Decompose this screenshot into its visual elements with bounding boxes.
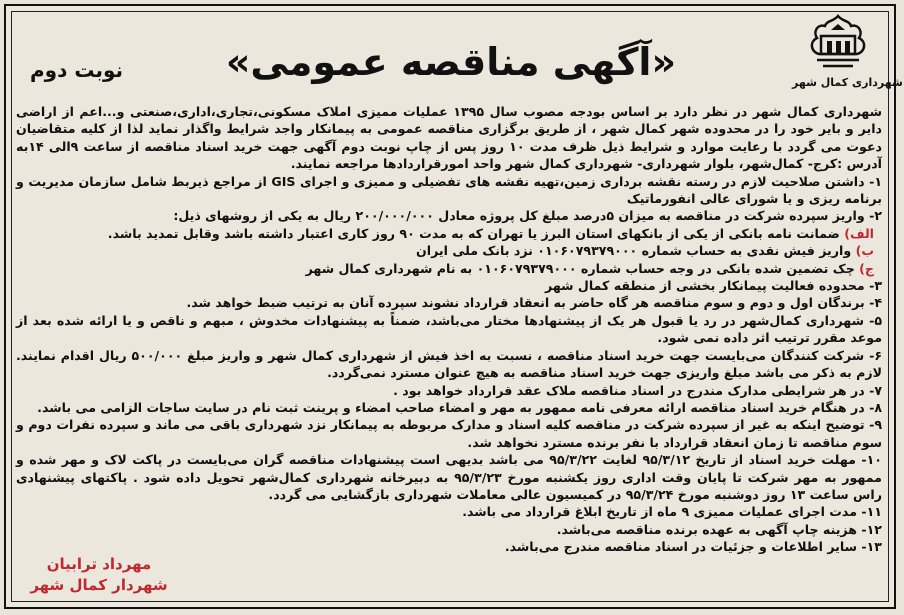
signatory-role: شهردار کمال شهر bbox=[30, 576, 168, 594]
list-item: ۱۰- مهلت خرید اسناد از تاریخ ۹۵/۳/۱۲ لغایت ۹۵/۳/۲۲ می باشد بدیهی است پیشنهادات مناقصه گران می‌بایست در پاکت لاک و مهر شده و ممهور به مهر شرکت تا پایان وقت اداری روز یکشنبه مورخ ۹۵/۳/۲۳ به دبیرخانه شهرداری کمال‌شهر تحویل داده شود . پاکتهای پیشنهادی راس ساعت ۱۳ روز دوشنبه مورخ ۹۵/۳/۲۴ در کمیسیون عالی معاملات شهرداری بازگشایی می گردد. bbox=[16, 452, 882, 502]
list-item: ۵- شهرداری کمال‌شهر در رد یا قبول هر یک از پیشنهادها مختار می‌باشد، ضمناً به پیشنهادات مخدوش ، مبهم و ناقص و یا ارائه شده بعد از موعد مقرر ترتیب اثر داده نمی شود. bbox=[16, 312, 882, 346]
intro-paragraph: شهرداری کمال شهر در نظر دارد بر اساس بودجه مصوب سال ۱۳۹۵ عملیات ممیزی املاک مسکونی،تجاری،اداری،صنعتی و...اعم از اراضی دایر و بایر خود را در محدوده شهر کمال شهر ، از طریق برگزاری مناقصه عمومی به پیمانکار واجد شرایط واگذار نماید لذا از کلیه متقاضیان دعوت می گردد با رعایت موارد و شرایط ذیل ظرف مدت ۱۰ روز پس از چاپ نوبت دوم آگهی جهت خرید اسناد مناقصه از ساعت ۹الی ۱۴به آدرس :کرج- کمال‌شهر، بلوار شهرداری- شهرداری کمال شهر واحد امورقراردادها مراجعه نمایند. bbox=[16, 104, 883, 172]
notice-page bbox=[4, 4, 903, 609]
signature-block bbox=[24, 554, 174, 596]
sub-item-text: واریز فیش نقدی به حساب شماره ۰۱۰۶۰۷۹۳۷۹۰۰۰ نزد بانک ملی ایران bbox=[416, 243, 852, 259]
round-label: نوبت دوم bbox=[30, 58, 124, 82]
sub-item-marker: الف) bbox=[844, 225, 874, 241]
list-item: ۳- محدوده فعالیت پیمانکار بخشی از منطقه کمال شهر bbox=[544, 278, 882, 294]
list-item: ۱۱- مدت اجرای عملیات ممیزی ۹ ماه از تاریخ ابلاغ قرارداد می باشد. bbox=[462, 504, 882, 520]
sub-item bbox=[16, 225, 882, 242]
notice-body bbox=[16, 103, 882, 556]
municipality-logo bbox=[792, 14, 903, 104]
list-item: ۷- در هر شرایطی مدارک مندرج در اسناد مناقصه ملاک عقد قرارداد خواهد بود . bbox=[393, 382, 882, 398]
list-item: ۸- در هنگام خرید اسناد مناقصه ارائه معرفی نامه ممهور به مهر و امضاء صاحب امضاء و پرینت ثبت نام در سایت ساجات الزامی می باشد. bbox=[37, 399, 882, 415]
sub-item-marker: ج) bbox=[859, 260, 874, 276]
sub-item-text: ضمانت نامه بانکی از یکی از بانکهای استان البرز یا تهران که به مدت ۹۰ روز کاری اعتبار داشته باشد وقابل تمدید باشد. bbox=[107, 225, 840, 241]
list-item: ۹- توضیح اینکه به غیر از سپرده شرکت در مناقصه کلیه اسناد و مدارک مربوطه به پیمانکار نزد شهرداری باقی می ماند و سپرده نفرات دوم و سوم مناقصه تا زمان انعقاد قرارداد با نفر برنده مسترد نخواهد شد. bbox=[16, 417, 882, 450]
sub-item bbox=[16, 260, 882, 277]
list-item: ۶- شرکت کنندگان می‌بایست جهت خرید اسناد مناقصه ، نسبت به اخذ فیش از شهرداری کمال شهر و واریز مبلغ ۵۰۰/۰۰۰ ریال اقدام نمایند. لازم به ذکر می باشد مبلغ واریزی جهت خرید اسناد مناقصه به هیچ عنوان مسترد نمی‌گردد. bbox=[16, 347, 882, 381]
municipality-emblem-icon bbox=[803, 14, 873, 74]
page-title: «آگهی مناقصه عمومی» bbox=[225, 40, 676, 84]
sub-item-marker: ب) bbox=[855, 243, 874, 259]
sub-item bbox=[16, 242, 882, 259]
list-item: ۴- برندگان اول و دوم و سوم مناقصه هر گاه حاضر به انعقاد قرارداد نشوند سپرده آنان به ترتیب ضبط خواهد شد. bbox=[186, 295, 882, 311]
list-item: ۲- واریز سپرده شرکت در مناقصه به میزان ۵درصد مبلغ کل پروژه معادل ۲۰۰/۰۰۰/۰۰۰ ریال به یکی از روشهای ذیل: bbox=[173, 208, 882, 224]
list-item: ۱۳- سایر اطلاعات و جزئیات در اسناد مناقصه مندرج می‌باشد. bbox=[504, 539, 882, 555]
list-item: ۱- داشتن صلاحیت لازم در رسته نقشه برداری زمین،تهیه نقشه های تفضیلی و ممیزی و اجرای GIS از مراجع ذیربط شامل سازمان مدیریت و برنامه ریزی و یا شورای عالی انفورماتیک bbox=[16, 173, 882, 207]
signatory-name: مهرداد ترابیان bbox=[46, 555, 152, 573]
logo-caption: شهرداری کمال شهر bbox=[792, 76, 903, 89]
list-item: ۱۲- هزینه چاپ آگهی به عهده برنده مناقصه می‌باشد. bbox=[556, 521, 882, 537]
sub-item-text: چک تضمین شده بانکی در وجه حساب شماره ۰۱۰۶۰۷۹۳۷۹۰۰۰ به نام شهرداری کمال شهر bbox=[305, 260, 855, 276]
